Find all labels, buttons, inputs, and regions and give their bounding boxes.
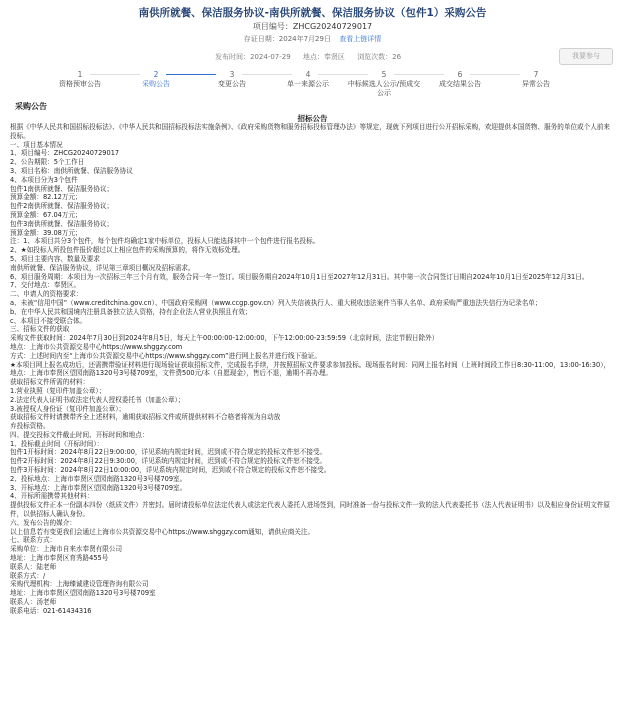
chain-detail-link[interactable]: 查看上链详情 bbox=[339, 35, 382, 43]
body-line: ★本项目网上报名成功后，还需携带验证材料进行现场验证获取招标文件，完成报名手续，并按照招标文件要求参加投标。现场报名时间：同网上报名时间（上班时间段工作日8:30-11:00，13:00-16:30），地点：上海市奉贤区望园南路1320号3号楼709室，文件费500元/本（自愿现金），售后不退，逾期不再办理。 bbox=[10, 360, 611, 378]
body-line: 方式：上述时间内至“上海市公共资源交易中心https://www.shggzy.com”进行网上报名并进行线下验证。 bbox=[10, 351, 321, 360]
body-line: 2、投标地点：上海市奉贤区望园南路1320号3号楼709室。 bbox=[10, 474, 187, 483]
body-line: c、本项目不接受联合体。 bbox=[10, 316, 87, 325]
body-line: 预算金额：39.08万元； bbox=[10, 228, 82, 237]
body-line: 7、交付地点：奉贤区。 bbox=[10, 281, 81, 290]
meta-info bbox=[215, 52, 411, 62]
section-title: 采购公告 bbox=[15, 102, 47, 111]
body-line: 采购代理机构：上海臻诚建设管理咨询有限公司 bbox=[10, 580, 149, 589]
step-label: 资格预审公告 bbox=[59, 80, 101, 88]
join-button[interactable]: 我要参与 bbox=[559, 48, 613, 65]
region: 地点：奉贤区 bbox=[302, 53, 345, 61]
body-line: 预算金额：82.12万元； bbox=[10, 193, 82, 202]
body-line: 预算金额：67.04万元； bbox=[10, 210, 82, 219]
step-3[interactable] bbox=[194, 70, 270, 89]
body-line: 包件1南供所就餐、保洁服务协议； bbox=[10, 184, 114, 193]
step-label: 成交结果公告 bbox=[439, 80, 481, 88]
body-line: 3.被授权人身份证（复印件加盖公章）； bbox=[10, 404, 126, 413]
step-number: 7 bbox=[533, 70, 539, 79]
publish-time: 发布时间：2024-07-29 bbox=[215, 53, 291, 61]
body-line: 六、发布公告的媒介： bbox=[10, 518, 76, 527]
archive-row bbox=[0, 34, 625, 45]
body-line: 以上信息若有变更我们会通过上海市公共资源交易中心https://www.shggzy.com通知，请供应商关注。 bbox=[10, 527, 315, 536]
body-line: 三、招标文件的获取 bbox=[10, 325, 70, 334]
body-line: 包件3南供所就餐、保洁服务协议； bbox=[10, 219, 114, 228]
body-line: 1、投标截止时间（开标时间）： bbox=[10, 439, 104, 448]
body-line: a、未被“信用中国”（www.creditchina.gov.cn）、中国政府采购网（www.ccgp.gov.cn）列入失信被执行人、重大税收违法案件当事人名单、政府采购严重违法失信行为记录名单； bbox=[10, 298, 542, 307]
view-count: 浏览次数：26 bbox=[357, 53, 402, 61]
body-line: 联系人：汤老师 bbox=[10, 598, 57, 607]
step-number: 3 bbox=[229, 70, 235, 79]
body-line: 采购单位：上海市自来水奉贤有限公司 bbox=[10, 545, 123, 554]
body-line: 地址：上海市奉贤区望园南路1320号3号楼709室 bbox=[10, 589, 156, 598]
body-line: 包件2南供所就餐、保洁服务协议； bbox=[10, 202, 114, 211]
page-title: 南供所就餐、保洁服务协议-南供所就餐、保洁服务协议（包件1）采购公告 bbox=[138, 7, 487, 19]
body-line: 1、项目编号：ZHCG20240729017 bbox=[10, 149, 120, 158]
body-line: 联系电话：021-61434316 bbox=[10, 606, 92, 615]
process-steps bbox=[0, 70, 625, 100]
step-5[interactable] bbox=[346, 70, 422, 98]
body-line: 提供投标文件正本一份副本四份（纸质文件）并密封。届时请投标单位法定代表人或法定代表人委托人进场签到，同时准备一份与投标文件一致的法人代表委托书（法人代表证明书）以及相应身份证明文件原件，以供招标人确认身份。 bbox=[10, 501, 611, 519]
body-line: b、在中华人民共和国境内注册具备独立法人资格，持有企业法人营业执照且有效； bbox=[10, 307, 252, 316]
body-line: 七、联系方式： bbox=[10, 536, 57, 545]
meta-row bbox=[0, 48, 625, 64]
project-code-label: 项目编号： bbox=[252, 22, 293, 31]
body-line: 5、项目主要内容、数量及要求 bbox=[10, 254, 100, 263]
body-line: 地址：上海市奉贤区育秀路455号 bbox=[10, 554, 109, 563]
body-line: 2.法定代表人证明书或法定代表人授权委托书（加盖公章）； bbox=[10, 395, 185, 404]
body-line: 1.营业执照（复印件加盖公章）； bbox=[10, 386, 106, 395]
document-title: 招标公告 bbox=[297, 114, 328, 123]
body-line: 注：1、本项目共分3个包件，每个包件均确定1家中标单位，投标人只能选择其中一个包件进行报名投标。 bbox=[10, 237, 320, 246]
body-line: 地点：上海市公共资源交易中心https://www.shggzy.com bbox=[10, 342, 183, 351]
step-number: 6 bbox=[457, 70, 463, 79]
body-line: 2、★如投标人所投包件报价超过以上相应包件的采购预算的，将作无效标处理。 bbox=[10, 246, 245, 255]
body-line: 南供所就餐、保洁服务协议，详见第三章项目概况及招标需求。 bbox=[10, 263, 195, 272]
step-6[interactable] bbox=[422, 70, 498, 89]
step-label: 单一来源公示 bbox=[287, 80, 329, 88]
step-7[interactable] bbox=[498, 70, 574, 89]
archive-date: 存证日期：2024年7月29日 bbox=[243, 35, 331, 43]
page-header bbox=[0, 0, 625, 64]
body-line: 3、开标地点：上海市奉贤区望园南路1320号3号楼709室。 bbox=[10, 483, 187, 492]
step-2[interactable] bbox=[118, 70, 194, 89]
step-number: 1 bbox=[77, 70, 83, 79]
step-number: 4 bbox=[305, 70, 311, 79]
body-line: 包件3开标时间：2024年8月22日10:00:00，详见系统内规定时间，迟到或不符合规定的投标文件恕不接受。 bbox=[10, 466, 331, 475]
body-line: 根据《中华人民共和国招标投标法》、《中华人民共和国招标投标法实施条例》、《政府采购货物和服务招标投标管理办法》等规定，现就下列项目进行公开招标采购，欢迎提供本国货物、服务的单位或个人前来投标。 bbox=[10, 123, 611, 140]
body-line: 2、公告期限：5个工作日 bbox=[10, 158, 85, 167]
step-label: 采购公告 bbox=[142, 80, 170, 88]
project-code-value: ZHCG20240729017 bbox=[292, 22, 373, 31]
body-line: 6、项目服务周期：本项目为一次招标三年三个月有效，服务合同一年一签订。项目服务期自2024年10月1日至2027年12月31日。其中第一次合同签订日期自2024年10月1日至2025年12月31日。 bbox=[10, 272, 589, 281]
body-line: 获取招标文件所需的材料： bbox=[10, 378, 90, 387]
project-code bbox=[0, 21, 625, 33]
step-number: 2 bbox=[153, 70, 159, 79]
step-4[interactable] bbox=[270, 70, 346, 89]
body-line: 包件1开标时间：2024年8月22日9:00:00，详见系统内规定时间，迟到或不符合规定的投标文件恕不接受。 bbox=[10, 448, 327, 457]
step-label: 变更公告 bbox=[218, 80, 246, 88]
body-line: 3、项目名称：南供所就餐、保洁服务协议 bbox=[10, 166, 133, 175]
step-label: 异常公告 bbox=[522, 80, 550, 88]
body-line: 获取招标文件时请携带齐全上述材料，逾期获取招标文件或所提供材料不合格者将视为自动放 bbox=[10, 413, 281, 422]
body-line: 包件2开标时间：2024年8月22日9:30:00，详见系统内规定时间，迟到或不符合规定的投标文件恕不接受。 bbox=[10, 457, 327, 466]
announcement-body bbox=[0, 123, 625, 616]
body-line: 弃投标资格。 bbox=[10, 422, 50, 431]
body-line: 4、开标所需携带其他材料： bbox=[10, 492, 94, 501]
body-line: 四、提交投标文件截止时间、开标时间和地点： bbox=[10, 430, 149, 439]
body-line: 联系方式：/ bbox=[10, 571, 46, 580]
body-line: 4、本项目分为3个包件 bbox=[10, 175, 78, 184]
body-line: 二、申请人的资格要求： bbox=[10, 290, 83, 299]
body-line: 采购文件获取时间：2024年7月30日到2024年8月5日，每天上午00:00:00-12:00:00，下午12:00:00-23:59:59（北京时间，法定节假日除外） bbox=[10, 334, 439, 343]
body-line: 一、项目基本情况 bbox=[10, 140, 63, 149]
body-line: 联系人：陆老师 bbox=[10, 562, 57, 571]
step-number: 5 bbox=[381, 70, 387, 79]
step-label: 中标候选人公示/预成交公示 bbox=[347, 80, 421, 97]
step-1[interactable] bbox=[42, 70, 118, 89]
